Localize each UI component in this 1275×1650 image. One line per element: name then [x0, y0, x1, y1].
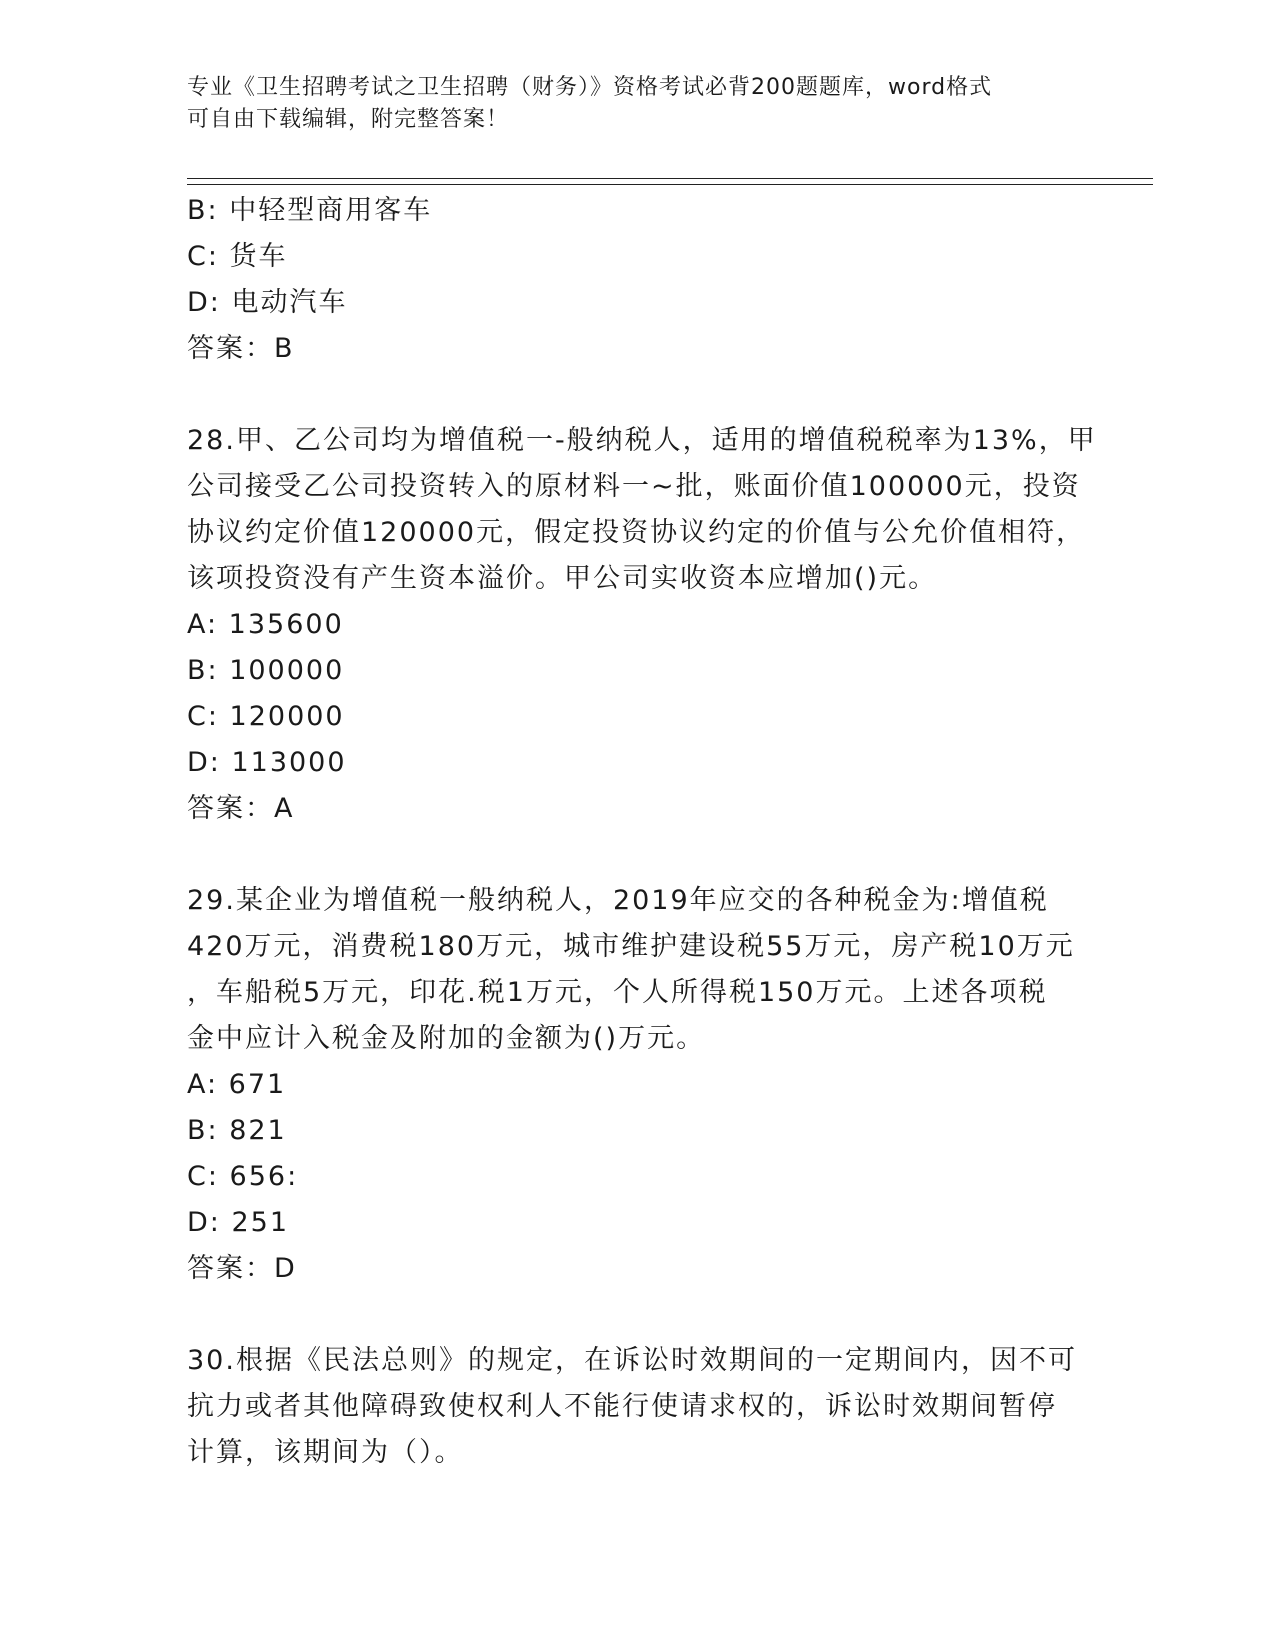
spacer	[187, 832, 1087, 878]
question-line: 30.根据《民法总则》的规定，在诉讼时效期间的一定期间内，因不可	[187, 1345, 1077, 1376]
option-a: A: 671	[187, 1069, 287, 1100]
option-d: D: 251	[187, 1207, 290, 1238]
question-line: 金中应计入税金及附加的金额为()万元。	[187, 1023, 706, 1054]
answer-label: 答案：D	[187, 1253, 297, 1284]
option-c: C: 656:	[187, 1161, 299, 1192]
question-line: 28.甲、乙公司均为增值税一-般纳税人，适用的增值税税率为13%，甲	[187, 425, 1097, 456]
option-b: B: 821	[187, 1115, 287, 1146]
option-d: D: 113000	[187, 747, 347, 778]
option-d: D: 电动汽车	[187, 287, 348, 318]
option-list	[187, 188, 1087, 326]
question-line: 420万元，消费税180万元，城市维护建设税55万元，房产税10万元	[187, 931, 1075, 962]
question-28-text	[187, 418, 1097, 602]
question-29-text	[187, 878, 1087, 1062]
header-rule-bottom	[187, 184, 1153, 185]
header-rule-top	[187, 178, 1153, 179]
page-header	[187, 72, 1087, 136]
answer-label: 答案：B	[187, 333, 295, 364]
question-line: 29.某企业为增值税一般纳税人，2019年应交的各种税金为:增值税	[187, 885, 1049, 916]
question-line: 该项投资没有产生资本溢价。甲公司实收资本应增加()元。	[187, 563, 938, 594]
option-b: B: 100000	[187, 655, 345, 686]
option-list	[187, 1062, 1087, 1246]
question-line: 协议约定价值120000元，假定投资协议约定的价值与公允价值相符，	[187, 517, 1086, 548]
question-content	[187, 188, 1097, 1476]
question-line: ，车船税5万元，印花.税1万元，个人所得税150万元。上述各项税	[187, 977, 1048, 1008]
question-line: 计算，该期间为（）。	[187, 1437, 464, 1468]
option-c: C: 货车	[187, 241, 288, 272]
spacer	[187, 372, 1087, 418]
question-30-text	[187, 1338, 1087, 1476]
header-line-1: 专业《卫生招聘考试之卫生招聘（财务）》资格考试必背200题题库，word格式	[187, 75, 993, 100]
option-b: B: 中轻型商用客车	[187, 195, 433, 226]
question-line: 公司接受乙公司投资转入的原材料一~批，账面价值100000元，投资	[187, 471, 1081, 502]
header-line-2: 可自由下载编辑，附完整答案！	[187, 107, 510, 132]
question-line: 抗力或者其他障碍致使权利人不能行使请求权的，诉讼时效期间暂停	[187, 1391, 1057, 1422]
option-a: A: 135600	[187, 609, 344, 640]
spacer	[187, 1292, 1087, 1338]
option-list	[187, 602, 1087, 786]
option-c: C: 120000	[187, 701, 345, 732]
answer-label: 答案：A	[187, 793, 295, 824]
